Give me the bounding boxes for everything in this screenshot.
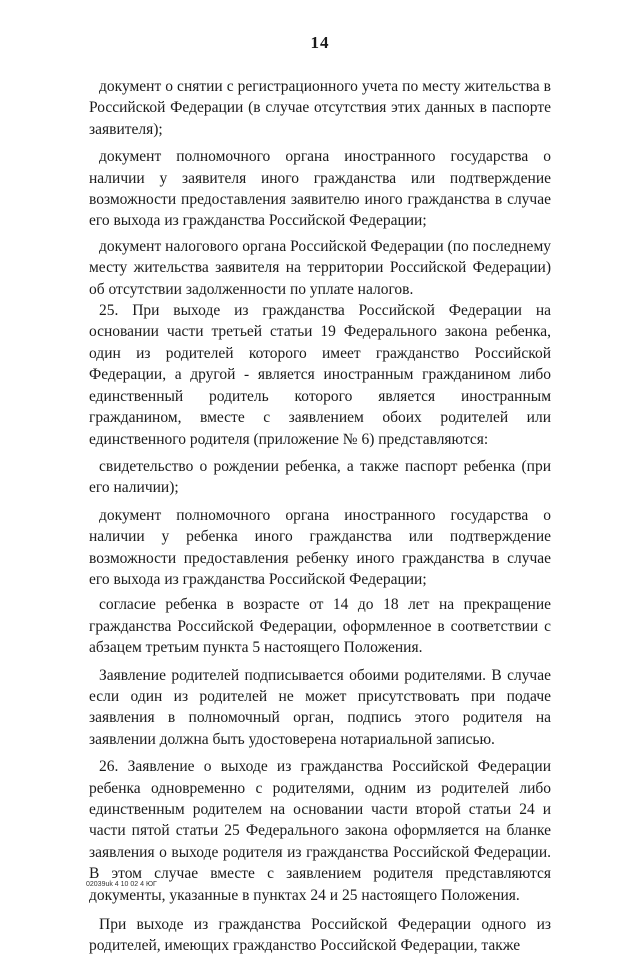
paragraph-parents-statement: Заявление родителей подписывается обоими родителями. В случае если один из родителей не может присутствовать при подаче заявления в полномочный орган, подпись этого родителя на заявлении должна быть удостоверена нотариальной записью. [89,666,551,748]
paragraph-child-consent: согласие ребенка в возрасте от 14 до 18 лет на прекращение гражданства Российской Федерации, оформленное в соответствии с абзацем третьим пункта 5 настоящего Положения. [89,596,551,657]
paragraph-deregistration-document: документ о снятии с регистрационного учета по месту жительства в Российской Федерации (в случае отсутствия этих данных в паспорте заявителя); [89,78,551,138]
paragraph-foreign-authority-document: документ полномочного органа иностранного государства о наличии у заявителя иного гражданства или подтверждение возможности предоставления заявителю иного гражданства в случае его выхода из гражданства Российской Федерации; [89,148,551,230]
document-body [89,76,551,957]
page-number: 14 [310,33,330,52]
paragraph-birth-certificate: свидетельство о рождении ребенка, а также паспорт ребенка (при его наличии); [89,457,551,497]
paragraph-item-25: 25. При выходе из гражданства Российской Федерации на основании части третьей статьи 19 Федерального закона ребенка, один из родителей которого имеет гражданство Российской Федерации, а другой - является иностранным гражданином либо единственный родитель которого является иностранным гражданином, вместе с заявлением обоих родителей или единственного родителя (приложение № 6) представляются: [89,302,551,448]
footer-document-code: 02039uk 4 10 02 4 ЮГ [86,881,157,888]
paragraph-child-foreign-authority-document: документ полномочного органа иностранного государства о наличии у ребенка иного гражданства или подтверждение возможности предоставления ребенку иного гражданства в случае его выхода из гражданства Российской Федерации; [89,506,551,588]
paragraph-item-26: 26. Заявление о выходе из гражданства Российской Федерации ребенка одновременно с родителями, одним из родителей либо единственным родителем на основании части второй статьи 24 и части пятой статьи 25 Федерального закона оформляется на бланке заявления о выходе родителя из гражданства Российской Федерации. В этом случае вместе с заявлением родителя представляются документы, указанные в пунктах 24 и 25 настоящего Положения. [89,758,551,904]
paragraph-tax-authority-document: документ налогового органа Российской Федерации (по последнему месту жительства заявителя на территории Российской Федерации) об отсутствии задолженности по уплате налогов. [89,237,551,298]
paragraph-one-parent-exit: При выходе из гражданства Российской Федерации одного из родителей, имеющих гражданство Российской Федерации, также [89,916,551,955]
